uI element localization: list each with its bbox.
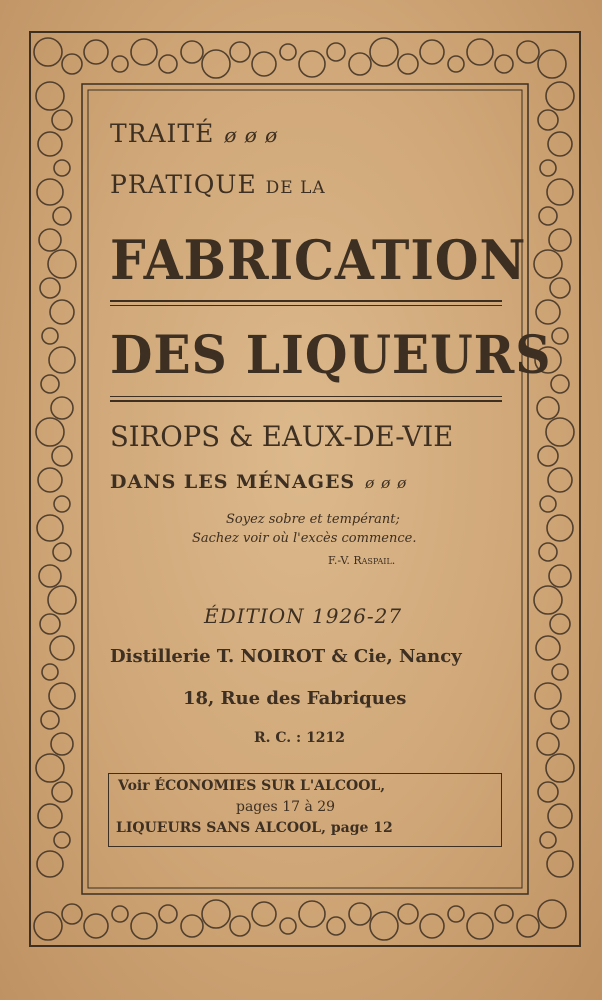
border-circle-ornament: [112, 906, 128, 922]
border-circle-ornament: [538, 782, 558, 802]
leaf-ornament-icon: ø ø ø: [365, 474, 408, 492]
border-circle-ornament: [551, 375, 569, 393]
border-circle-ornament: [534, 586, 562, 614]
border-circle-ornament: [51, 733, 73, 755]
border-circle-ornament: [53, 543, 71, 561]
publisher-name: Distillerie T. NOIROT & Cie, Nancy: [110, 646, 462, 667]
subtitle-sirops: SIROPS & EAUX-DE-VIE: [110, 420, 454, 453]
border-circle-ornament: [36, 82, 64, 110]
border-circle-ornament: [49, 683, 75, 709]
border-circle-ornament: [548, 468, 572, 492]
notice-line-1: Voir ÉCONOMIES SUR L'ALCOOL,: [118, 778, 386, 794]
border-circle-ornament: [538, 900, 566, 928]
border-circle-ornament: [42, 328, 58, 344]
border-circle-ornament: [546, 82, 574, 110]
border-circle-ornament: [536, 300, 560, 324]
border-circle-ornament: [538, 110, 558, 130]
border-circle-ornament: [540, 832, 556, 848]
border-circle-ornament: [327, 43, 345, 61]
border-circle-ornament: [37, 179, 63, 205]
border-circle-ornament: [547, 515, 573, 541]
quote-author: F.-V. Raspail.: [328, 554, 396, 567]
border-circle-ornament: [448, 906, 464, 922]
border-circle-ornament: [52, 110, 72, 130]
border-circle-ornament: [84, 40, 108, 64]
border-circle-ornament: [538, 446, 558, 466]
border-circle-ornament: [53, 207, 71, 225]
border-circle-ornament: [299, 901, 325, 927]
divider-rule: [110, 400, 502, 402]
border-circle-ornament: [547, 851, 573, 877]
border-circle-ornament: [50, 300, 74, 324]
border-circle-ornament: [202, 50, 230, 78]
border-circle-ornament: [52, 446, 72, 466]
border-circle-ornament: [495, 55, 513, 73]
divider-rule: [110, 396, 502, 397]
border-circle-ornament: [467, 913, 493, 939]
divider-rule: [110, 305, 502, 306]
border-circle-ornament: [550, 278, 570, 298]
border-circle-ornament: [159, 55, 177, 73]
border-circle-ornament: [37, 515, 63, 541]
border-circle-ornament: [112, 56, 128, 72]
border-circle-ornament: [181, 41, 203, 63]
border-circle-ornament: [252, 52, 276, 76]
border-circle-ornament: [40, 614, 60, 634]
border-circle-ornament: [52, 782, 72, 802]
border-circle-ornament: [38, 804, 62, 828]
border-circle-ornament: [36, 418, 64, 446]
leaf-ornament-icon: ø ø ø: [224, 123, 279, 147]
border-circle-ornament: [548, 804, 572, 828]
border-circle-ornament: [50, 636, 74, 660]
quote-line-2: Sachez voir où l'excès commence.: [192, 531, 417, 546]
title-line-pratique: PRATIQUE DE LA: [110, 170, 326, 199]
border-circle-ornament: [370, 912, 398, 940]
border-circle-ornament: [48, 586, 76, 614]
border-circle-ornament: [40, 278, 60, 298]
border-circle-ornament: [202, 900, 230, 928]
border-circle-ornament: [546, 418, 574, 446]
border-circle-ornament: [230, 916, 250, 936]
subtitle-menages: DANS LES MÉNAGES ø ø ø: [110, 471, 408, 493]
border-circle-ornament: [540, 160, 556, 176]
border-circle-ornament: [549, 565, 571, 587]
border-circle-ornament: [540, 496, 556, 512]
border-circle-ornament: [34, 38, 62, 66]
border-circle-ornament: [181, 915, 203, 937]
border-circle-ornament: [536, 636, 560, 660]
border-circle-ornament: [534, 250, 562, 278]
border-circle-ornament: [551, 711, 569, 729]
border-circle-ornament: [537, 397, 559, 419]
border-circle-ornament: [349, 53, 371, 75]
border-circle-ornament: [448, 56, 464, 72]
border-circle-ornament: [370, 38, 398, 66]
border-circle-ornament: [34, 912, 62, 940]
border-circle-ornament: [252, 902, 276, 926]
border-circle-ornament: [159, 905, 177, 923]
border-circle-ornament: [539, 207, 557, 225]
border-circle-ornament: [38, 132, 62, 156]
border-circle-ornament: [41, 711, 59, 729]
notice-line-3: LIQUEURS SANS ALCOOL, page 12: [116, 820, 393, 836]
border-circle-ornament: [54, 832, 70, 848]
border-circle-ornament: [84, 914, 108, 938]
border-circle-ornament: [550, 614, 570, 634]
border-circle-ornament: [349, 903, 371, 925]
notice-line-2: pages 17 à 29: [236, 799, 336, 815]
border-circle-ornament: [552, 664, 568, 680]
border-circle-ornament: [41, 375, 59, 393]
quote-line-1: Soyez sobre et tempérant;: [226, 512, 400, 527]
border-circle-ornament: [398, 54, 418, 74]
border-circle-ornament: [39, 565, 61, 587]
title-des-liqueurs: DES LIQUEURS: [110, 325, 552, 386]
border-circle-ornament: [280, 44, 296, 60]
title-fabrication: FABRICATION: [110, 228, 527, 292]
border-circle-ornament: [49, 347, 75, 373]
border-circle-ornament: [538, 50, 566, 78]
border-circle-ornament: [54, 160, 70, 176]
border-circle-ornament: [131, 39, 157, 65]
border-circle-ornament: [539, 543, 557, 561]
border-circle-ornament: [517, 915, 539, 937]
border-circle-ornament: [420, 40, 444, 64]
registry-number: R. C. : 1212: [254, 730, 346, 746]
border-circle-ornament: [42, 664, 58, 680]
border-circle-ornament: [547, 179, 573, 205]
border-circle-ornament: [517, 41, 539, 63]
border-circle-ornament: [62, 904, 82, 924]
border-circle-ornament: [62, 54, 82, 74]
publisher-address: 18, Rue des Fabriques: [183, 688, 407, 709]
border-circle-ornament: [299, 51, 325, 77]
border-circle-ornament: [37, 851, 63, 877]
border-circle-ornament: [36, 754, 64, 782]
border-circle-ornament: [327, 917, 345, 935]
border-circle-ornament: [54, 496, 70, 512]
border-circle-ornament: [548, 132, 572, 156]
border-circle-ornament: [537, 733, 559, 755]
border-circle-ornament: [230, 42, 250, 62]
border-circle-ornament: [535, 683, 561, 709]
border-circle-ornament: [420, 914, 444, 938]
title-line-traite: TRAITÉ ø ø ø: [110, 119, 279, 148]
edition-label: ÉDITION 1926-27: [204, 604, 403, 628]
border-circle-ornament: [48, 250, 76, 278]
border-circle-ornament: [38, 468, 62, 492]
divider-rule: [110, 300, 502, 302]
border-circle-ornament: [467, 39, 493, 65]
border-circle-ornament: [51, 397, 73, 419]
border-circle-ornament: [546, 754, 574, 782]
border-circle-ornament: [398, 904, 418, 924]
border-circle-ornament: [131, 913, 157, 939]
border-circle-ornament: [495, 905, 513, 923]
border-circle-ornament: [552, 328, 568, 344]
border-circle-ornament: [39, 229, 61, 251]
border-circle-ornament: [549, 229, 571, 251]
border-circle-ornament: [280, 918, 296, 934]
